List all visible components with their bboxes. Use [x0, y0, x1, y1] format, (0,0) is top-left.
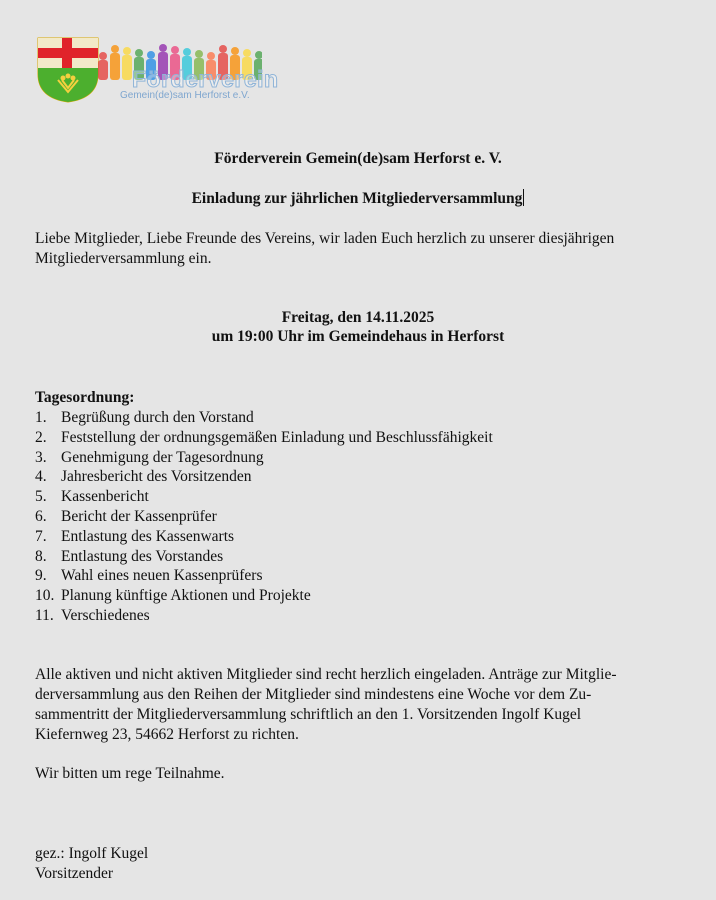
agenda-item [35, 547, 685, 567]
closing-line: derversammlung aus den Reihen der Mitglieder sind mindestens eine Woche vor dem Zu- [35, 686, 592, 703]
person-icon [98, 52, 108, 80]
agenda-item [35, 527, 685, 547]
event-date: Freitag, den 14.11.2025 [281, 309, 435, 326]
intro-paragraph: Liebe Mitglieder, Liebe Freunde des Vereins, wir laden Euch herzlich zu unserer diesjährigen Mitgliederversammlung ein. [35, 230, 615, 267]
agenda-item-number: 4. [35, 468, 47, 486]
agenda-item-text: Begrüßung durch den Vorstand [61, 409, 254, 426]
invitation-title [0, 189, 716, 208]
agenda [35, 388, 685, 626]
closing-request: Wir bitten um rege Teilnahme. [35, 765, 225, 782]
agenda-item-number: 11. [35, 606, 54, 624]
agenda-item-text: Feststellung der ordnungsgemäßen Einladung und Beschlussfähigkeit [61, 428, 493, 446]
closing-line: Alle aktiven und nicht aktiven Mitglieder sind recht herzlich eingeladen. Anträge zur Mitglie- [35, 666, 617, 683]
agenda-item [35, 507, 685, 527]
agenda-list [35, 408, 685, 626]
agenda-item-number: 10. [35, 587, 55, 605]
agenda-item [35, 566, 685, 586]
agenda-item-text: Genehmigung der Tagesordnung [61, 448, 264, 466]
signature-name: gez.: Ingolf Kugel [35, 845, 149, 862]
agenda-item-text: Kassenbericht [61, 488, 149, 506]
agenda-heading: Tagesordnung: [35, 389, 135, 406]
agenda-item [35, 586, 685, 606]
event-place: um 19:00 Uhr im Gemeindehaus in Herforst [211, 328, 505, 345]
agenda-item [35, 467, 685, 487]
agenda-item-text: Bericht der Kassenprüfer [61, 507, 217, 525]
shield-icon [38, 38, 98, 102]
agenda-item-number: 7. [35, 527, 47, 545]
agenda-item-text: Entlastung des Vorstandes [61, 547, 224, 565]
person-icon [122, 47, 132, 80]
agenda-item [35, 487, 685, 507]
closing-paragraph [35, 665, 685, 745]
agenda-item-text: Jahresbericht des Vorsitzenden [61, 468, 252, 486]
agenda-item-number: 8. [35, 547, 47, 565]
agenda-item-text: Wahl eines neuen Kassenprüfers [61, 567, 263, 585]
signature-role: Vorsitzender [35, 865, 114, 882]
agenda-item [35, 448, 685, 468]
invitation-title-text: Einladung zur jährlichen Mitgliederversammlung [191, 190, 523, 207]
agenda-item-number: 1. [35, 409, 47, 426]
agenda-item [35, 408, 685, 428]
closing-line: sammentritt der Mitgliederversammlung schriftlich an den 1. Vorsitzenden Ingolf Kugel [35, 706, 582, 723]
logo-subtitle: Gemein(de)sam Herforst e.V. [120, 90, 250, 101]
agenda-item-number: 3. [35, 448, 47, 466]
person-icon [110, 45, 120, 80]
logo-wordmark: Förderverein [132, 66, 279, 92]
agenda-item [35, 606, 685, 626]
text-cursor [523, 189, 524, 206]
agenda-item-number: 9. [35, 567, 47, 585]
agenda-item-text: Verschiedenes [61, 606, 150, 624]
agenda-item-number: 2. [35, 428, 47, 446]
agenda-item-text: Planung künftige Aktionen und Projekte [61, 587, 311, 605]
agenda-item-text: Entlastung des Kassenwarts [61, 527, 235, 545]
logo [36, 36, 279, 106]
org-title: Förderverein Gemein(de)sam Herforst e. V. [214, 150, 502, 167]
agenda-item [35, 428, 685, 448]
signature [35, 844, 685, 884]
closing-line: Kiefernweg 23, 54662 Herforst zu richten. [35, 726, 299, 743]
agenda-item-number: 6. [35, 507, 47, 525]
agenda-item-number: 5. [35, 488, 47, 506]
